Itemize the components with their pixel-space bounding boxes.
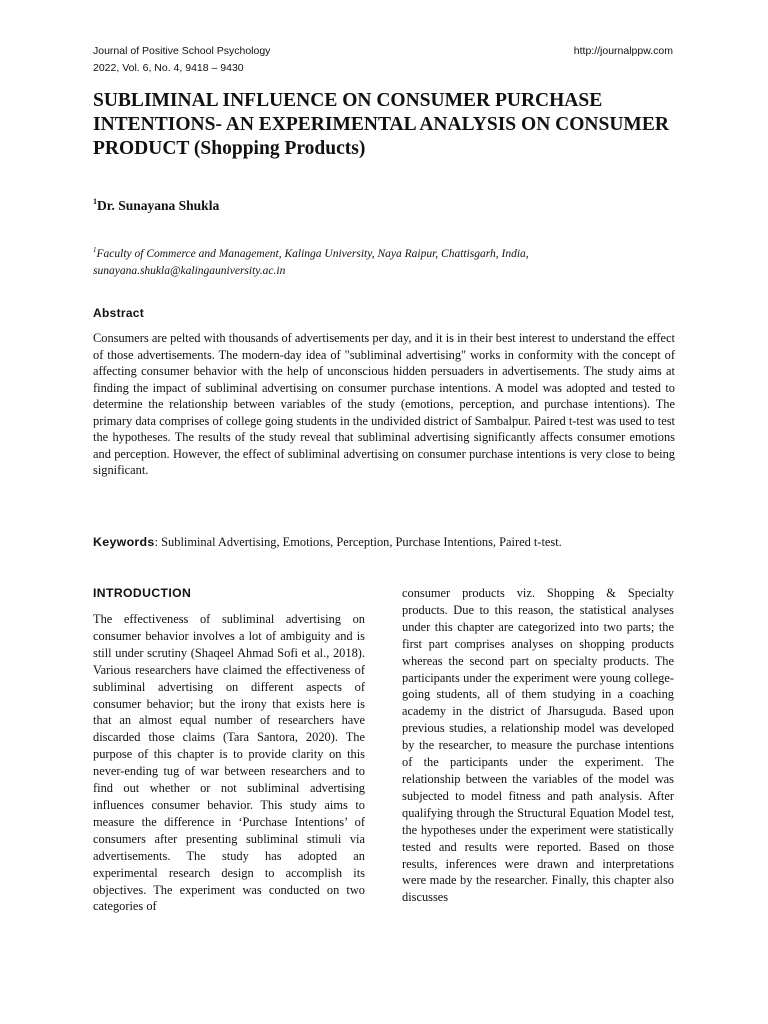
abstract-heading: Abstract [93,306,145,320]
affiliation-superscript: 1 [93,246,97,254]
paper-title: SUBLIMINAL INFLUENCE ON CONSUMER PURCHASE INTENTIONS- AN EXPERIMENTAL ANALYSIS ON CONSUMER PRODUCT (Shopping Products) [93,90,669,159]
left-column [93,585,365,915]
abstract-text: Consumers are pelted with thousands of advertisements per day, and it is in their best interest to understand the effect of those advertisements. The modern-day idea of "subliminal advertising" works in conformity with the concept of affecting consumer behavior with the help of unconscious hidden persuaders in advertisements. The study aims at finding the impact of subliminal advertising on consumer purchase intentions. A model was adopted and tested to determine the relationship between variables of the study (emotions, perception, and purchase intentions). The primary data comprises of college going students in the undivided district of Sambalpur. Paired t-test was used to test the hypotheses. The results of the study reveal that subliminal advertising significantly affects consumer emotions and perception. However, the effect of subliminal advertising on consumer purchase intentions is very close to being significant. [93,331,675,477]
author-line [93,197,219,214]
keywords-label: Keywords [93,535,155,549]
affiliation-block [93,242,683,280]
journal-name: Journal of Positive School Psychology [93,45,271,57]
introduction-heading: INTRODUCTION [93,586,192,600]
affiliation-text: Faculty of Commerce and Management, Kalinga University, Naya Raipur, Chattisgarh, India, [96,248,529,260]
introduction-left-text: The effectiveness of subliminal advertising on consumer behavior involves a lot of ambiguity and is still under scrutiny (Shaqeel Ahmad Sofi et al., 2018). Various researchers have claimed the effectiveness of subliminal advertising on different aspects of consumer behavior; but the irony that exists here is that an almost equal number of researchers have discarded those claims (Tara Santora, 2020). The purpose of this chapter is to provide clarity on this never-ending tug of war between researchers and to find out whether or not subliminal advertising influences consumer behavior. This study aims to measure the difference in ‘Purchase Intentions’ of consumers after presenting subliminal stimuli via advertisements. The study has adopted an experimental research design to accomplish its objectives. The experiment was conducted on two categories of [93,612,365,914]
affiliation-line [93,242,683,263]
author-name: Dr. Sunayana Shukla [97,198,220,213]
author-email[interactable]: sunayana.shukla@kalingauniversity.ac.in [93,265,286,277]
journal-url[interactable]: http://journalppw.com [573,45,673,57]
running-header [93,43,270,77]
keywords-text: : Subliminal Advertising, Emotions, Perception, Purchase Intentions, Paired t-test. [154,535,562,549]
keywords-line [93,534,683,551]
journal-issue: 2022, Vol. 6, No. 4, 9418 – 9430 [93,62,244,74]
introduction-right-text: consumer products viz. Shopping & Specialty products. Due to this reason, the statistical analyses under this chapter are categorized into two parts; the first part comprises analyses on shopping products whereas the second part on specialty products. The participants under the experiment were young college-going students, all of them studying in a coaching academy in the district of Jharsuguda. Based upon previous studies, a relationship model was developed by the researcher, to measure the purchase intentions of the participants under the experiment. The relationship between the variables of the model was subjected to model fitness and path analysis. After qualifying through the Structural Equation Model test, the hypotheses under the experiment were statistically tested and results were reported. Based on those results, inferences were drawn and interpretations were made by the researcher. Finally, this chapter also discusses [402,586,674,905]
author-superscript: 1 [93,197,97,206]
right-column [402,585,674,906]
